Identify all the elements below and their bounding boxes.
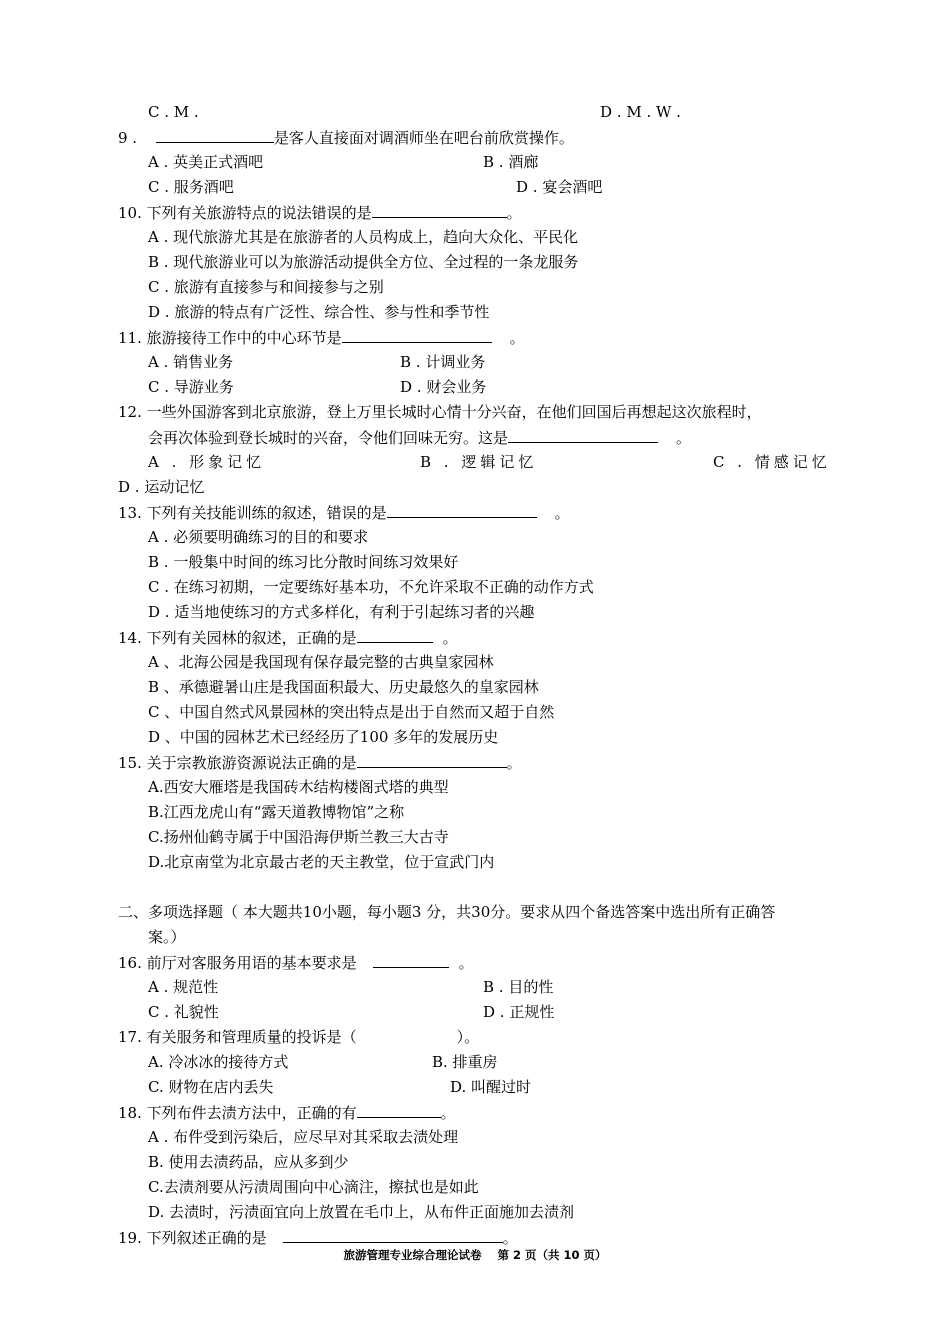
question-16	[118, 952, 474, 973]
question-number: 15.	[118, 754, 142, 772]
question-12	[118, 402, 762, 422]
option-c: C . 服务酒吧	[148, 178, 234, 196]
question-text: 下列有关技能训练的叙述，错误的是	[146, 504, 387, 522]
question-number: 17.	[118, 1028, 142, 1046]
option-d: D . 适当地使练习的方式多样化，有利于引起练习者的兴趣	[148, 603, 535, 621]
option-d: D . 运动记忆	[118, 478, 205, 496]
option-d: D. 叫醒过时	[450, 1078, 532, 1096]
question-text: 下列有关园林的叙述，正确的是	[146, 629, 357, 647]
exam-title: 旅游管理专业综合理论试卷	[343, 1248, 482, 1262]
question-13	[118, 502, 570, 523]
question-end: 。	[442, 629, 458, 647]
question-end: ）。	[456, 1028, 480, 1046]
question-number: 12.	[118, 403, 142, 421]
question-end: 。	[440, 1104, 456, 1122]
option-b: B . 酒廊	[483, 153, 539, 171]
option-c: C . 情感记忆	[713, 453, 831, 471]
option-b: B . 一般集中时间的练习比分散时间练习效果好	[148, 553, 459, 571]
question-number: 19.	[118, 1229, 142, 1247]
answer-blank	[357, 1102, 441, 1118]
question-text: 下列叙述正确的是	[146, 1229, 267, 1247]
option-a: A . 英美正式酒吧	[148, 153, 264, 171]
option-b: B . 计调业务	[400, 353, 486, 371]
question-number: 10.	[118, 204, 142, 222]
question-14	[118, 627, 458, 648]
section-heading-continued: 案。）	[148, 928, 186, 946]
question-end: 。	[509, 329, 525, 347]
question-end: 。	[554, 504, 570, 522]
option-b: B.江西龙虎山有“露天道教博物馆”之称	[148, 803, 405, 821]
option-c: C . 礼貌性	[148, 1003, 219, 1021]
option-d: D 、中国的园林艺术已经经历了100 多年的发展历史	[148, 728, 499, 746]
answer-blank	[357, 627, 433, 643]
option-a: A 、北海公园是我国现有保存最完整的古典皇家园林	[148, 653, 494, 671]
question-15	[118, 752, 522, 773]
answer-blank	[357, 752, 507, 768]
question-19	[118, 1227, 518, 1248]
section-heading: 二、多项选择题（ 本大题共10小题，每小题3 分，共30分。要求从四个备选答案中选出所有正确答	[118, 903, 776, 921]
answer-blank	[372, 202, 507, 218]
question-number: 14.	[118, 629, 142, 647]
option-d: D . 宴会酒吧	[516, 178, 603, 196]
answer-blank	[283, 1227, 503, 1243]
option-b: B . 目的性	[483, 978, 554, 996]
option-c: C . 旅游有直接参与和间接参与之别	[148, 278, 384, 296]
question-11	[118, 327, 525, 348]
option-d: D. 去渍时，污渍面宜向上放置在毛巾上，从布件正面施加去渍剂	[148, 1203, 575, 1221]
option-c: C.扬州仙鹤寺属于中国沿海伊斯兰教三大古寺	[148, 828, 449, 846]
question-text: 下列有关旅游特点的说法错误的是	[146, 204, 372, 222]
option-a: A.西安大雁塔是我国砖木结构楼阁式塔的典型	[148, 778, 449, 796]
option-c: C . 导游业务	[148, 378, 234, 396]
question-18	[118, 1102, 456, 1123]
option-c: C . M .	[148, 103, 199, 121]
option-a: A. 冷冰冰的接待方式	[148, 1053, 289, 1071]
question-text: 旅游接待工作中的中心环节是	[146, 329, 342, 347]
question-12-continued	[148, 427, 691, 448]
question-text: 一些外国游客到北京旅游，登上万里长城时心情十分兴奋，在他们回国后再想起这次旅程时，	[146, 403, 762, 421]
question-number: 11.	[118, 329, 142, 347]
option-d: D . 正规性	[483, 1003, 555, 1021]
answer-blank	[373, 952, 449, 968]
question-end: 。	[676, 429, 692, 447]
option-c: C.去渍剂要从污渍周围向中心滴注，擦拭也是如此	[148, 1178, 479, 1196]
page-number: 第 2 页（共 10 页）	[497, 1248, 607, 1262]
question-end: 。	[506, 754, 522, 772]
answer-blank	[342, 327, 492, 343]
question-9	[118, 127, 574, 148]
question-end: 。	[458, 954, 474, 972]
question-number: 16.	[118, 954, 142, 972]
question-text: 有关服务和管理质量的投诉是（	[146, 1028, 357, 1046]
question-10	[118, 202, 522, 223]
question-text: 前厅对客服务用语的基本要求是	[146, 954, 357, 972]
option-a: A . 销售业务	[148, 353, 234, 371]
option-b: B. 排重房	[432, 1053, 498, 1071]
question-text: 是客人直接面对调酒师坐在吧台前欣赏操作。	[273, 129, 574, 147]
option-a: A . 布件受到污染后，应尽早对其采取去渍处理	[148, 1128, 459, 1146]
answer-blank	[156, 127, 274, 143]
question-text: 会再次体验到登长城时的兴奋，令他们回味无穷。这是	[148, 429, 509, 447]
option-d: D . M . W .	[600, 103, 681, 121]
option-a: A . 必须要明确练习的目的和要求	[148, 528, 369, 546]
option-a: A . 规范性	[148, 978, 219, 996]
option-b: B. 使用去渍药品，应从多到少	[148, 1153, 349, 1171]
answer-blank	[508, 427, 658, 443]
question-end: 。	[502, 1229, 518, 1247]
question-number: 18.	[118, 1104, 142, 1122]
option-a: A . 形象记忆	[148, 453, 266, 471]
question-17	[118, 1027, 479, 1047]
option-c: C . 在练习初期，一定要练好基本功，不允许采取不正确的动作方式	[148, 578, 594, 596]
question-text: 下列布件去渍方法中，正确的有	[146, 1104, 357, 1122]
option-c: C. 财物在店内丢失	[148, 1078, 274, 1096]
option-d: D . 财会业务	[400, 378, 487, 396]
option-d: D.北京南堂为北京最古老的天主教堂，位于宣武门内	[148, 853, 495, 871]
option-b: B 、承德避暑山庄是我国面积最大、历史最悠久的皇家园林	[148, 678, 539, 696]
option-d: D . 旅游的特点有广泛性、综合性、参与性和季节性	[148, 303, 490, 321]
question-number: 13.	[118, 504, 142, 522]
option-b: B . 现代旅游业可以为旅游活动提供全方位、全过程的一条龙服务	[148, 253, 579, 271]
question-number: 9 .	[118, 129, 138, 147]
question-end: 。	[506, 204, 522, 222]
option-c: C 、中国自然式风景园林的突出特点是出于自然而又超于自然	[148, 703, 555, 721]
option-b: B . 逻辑记忆	[420, 453, 538, 471]
option-a: A . 现代旅游尤其是在旅游者的人员构成上，趋向大众化、平民化	[148, 228, 579, 246]
page-footer	[0, 1247, 950, 1263]
answer-blank	[387, 502, 537, 518]
question-text: 关于宗教旅游资源说法正确的是	[146, 754, 357, 772]
